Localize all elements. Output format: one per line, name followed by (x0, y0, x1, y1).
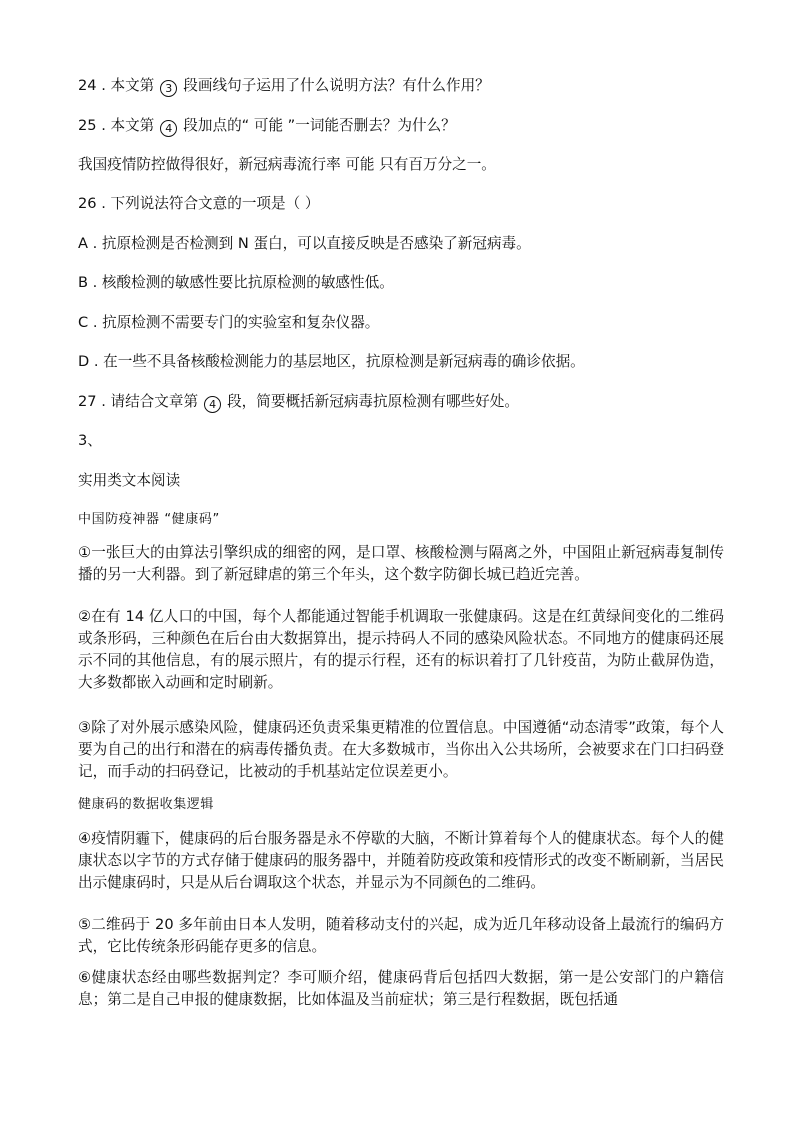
question-27-prefix: 27 . 请结合文章第 (78, 393, 199, 410)
question-25-quote: 我国疫情防控做得很好，新冠病毒流行率 可能 只有百万分之一。 (78, 156, 496, 173)
paragraph-4: ④疫情阴霾下，健康码的后台服务器是永不停歇的大脑，不断计算着每个人的健康状态。每个人的健康状态以字节的方式存储于健康码的服务器中，并随着防疫政策和疫情形式的改变不断刷新，当居民出示健康码时，只是从后台调取这个状态，并显示为不同颜色的二维码。 (78, 830, 724, 891)
question-24 (78, 75, 728, 97)
paragraph-6: ⑥健康状态经由哪些数据判定？李可顺介绍，健康码背后包括四大数据，第一是公安部门的户籍信息；第二是自己申报的健康数据，比如体温及当前症状；第三是行程数据，既包括通 (78, 969, 724, 1008)
circled-number-3: 3 (160, 80, 177, 97)
question-25-prefix: 25 . 本文第 (78, 117, 155, 134)
question-27 (78, 391, 728, 413)
question-25 (78, 115, 728, 137)
question-25-text: 段加点的“ 可能 ”一词能否删去？为什么？ (183, 117, 456, 134)
paragraph-1: ①一张巨大的由算法引擎织成的细密的网，是口罩、核酸检测与隔离之外，中国阻止新冠病毒复制传播的另一大利器。到了新冠肆虐的第三个年头，这个数字防御长城已趋近完善。 (78, 544, 724, 583)
option-d: D . 在一些不具备核酸检测能力的基层地区，抗原检测是新冠病毒的确诊依据。 (78, 353, 585, 370)
question-24-text: 段画线句子运用了什么说明方法？有什么作用？ (183, 77, 490, 94)
option-a: A . 抗原检测是否检测到 N 蛋白，可以直接反映是否感染了新冠病毒。 (78, 235, 531, 252)
question-27-text: 段，简要概括新冠病毒抗原检测有哪些好处。 (227, 393, 519, 410)
circled-number-4: 4 (160, 120, 177, 137)
option-c: C . 抗原检测不需要专门的实验室和复杂仪器。 (78, 314, 380, 331)
question-24-prefix: 24 . 本文第 (78, 77, 155, 94)
circled-number-4: 4 (204, 396, 221, 413)
article-heading-2: 健康码的数据收集逻辑 (78, 797, 215, 812)
paragraph-5: ⑤二维码于 20 多年前由日本人发明，随着移动支付的兴起，成为近几年移动设备上最流行的编码方式，它比传统条形码能存更多的信息。 (78, 916, 724, 955)
section-title: 实用类文本阅读 (78, 472, 181, 489)
question-26: 26 . 下列说法符合文意的一项是（ ） (78, 195, 320, 212)
article-heading-1: 中国防疫神器 “健康码” (78, 512, 220, 527)
option-b: B . 核酸检测的敏感性要比抗原检测的敏感性低。 (78, 274, 394, 291)
section-number: 3、 (78, 432, 102, 449)
paragraph-2: ②在有 14 亿人口的中国，每个人都能通过智能手机调取一张健康码。这是在红黄绿间变化的二维码或条形码，三种颜色在后台由大数据算出，提示持码人不同的感染风险状态。不同地方的健康码还展示不同的其他信息，有的展示照片，有的提示行程，还有的标识着打了几针疫苗，为防止截屏伪造，大多数都嵌入动画和定时刷新。 (78, 608, 724, 691)
paragraph-3: ③除了对外展示感染风险，健康码还负责采集更精准的位置信息。中国遵循“动态清零”政策，每个人要为自己的出行和潜在的病毒传播负责。在大多数城市，当你出入公共场所，会被要求在门口扫码登记，而手动的扫码登记，比被动的手机基站定位误差更小。 (78, 719, 724, 780)
